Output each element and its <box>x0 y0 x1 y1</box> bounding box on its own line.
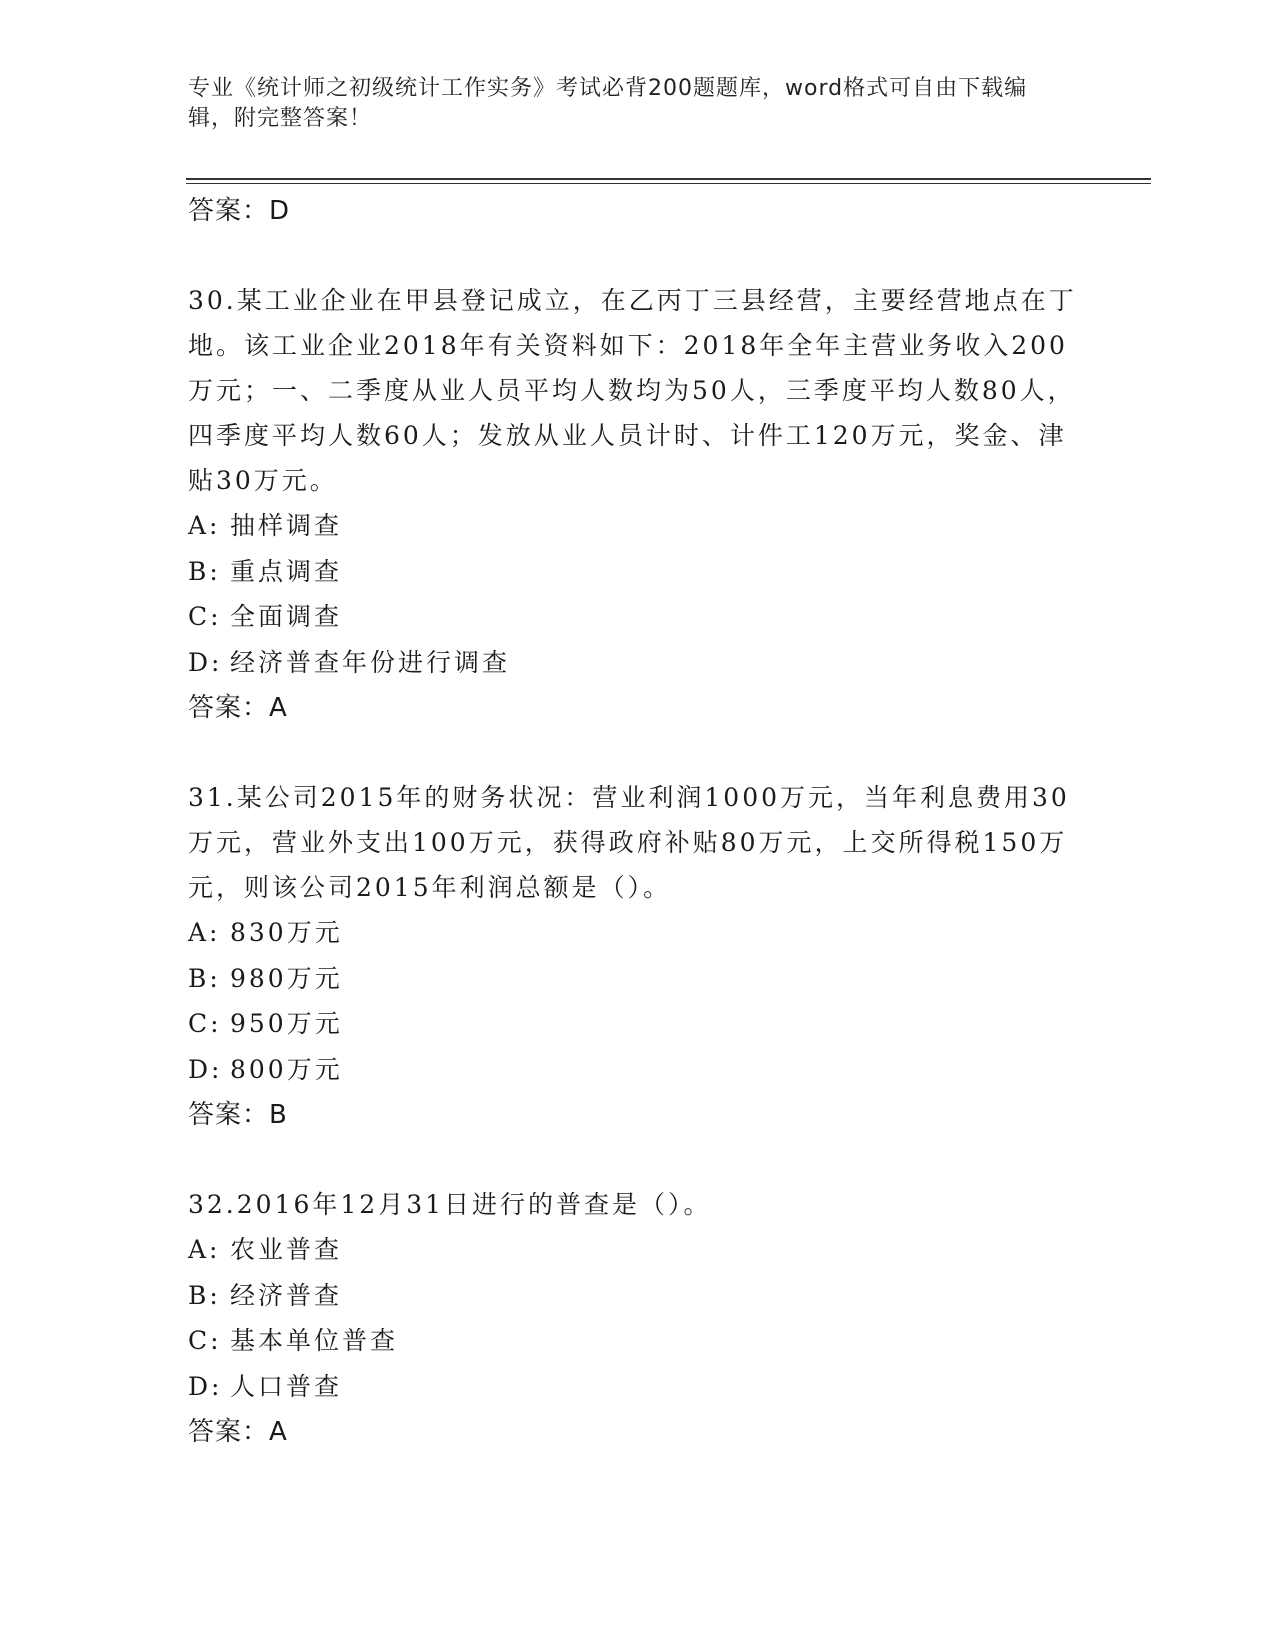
option-text: 经济普查年份进行调查 <box>230 647 511 677</box>
question-30 <box>188 278 1088 731</box>
option-key: B: <box>188 963 221 993</box>
option-key: D: <box>188 1371 223 1401</box>
option-key: C: <box>188 1009 222 1038</box>
option-d <box>188 640 1088 686</box>
spacer <box>188 1138 1088 1182</box>
option-key: A: <box>188 918 221 947</box>
option-a <box>188 503 1088 549</box>
option-b <box>188 549 1088 595</box>
option-key: A: <box>188 1235 221 1264</box>
option-key: B: <box>188 556 221 586</box>
header-divider-thin <box>186 183 1151 184</box>
question-stem: 30.某工业企业在甲县登记成立，在乙丙丁三县经营，主要经营地点在丁地。该工业企业2018年有关资料如下：2018年全年主营业务收入200万元；一、二季度从业人员平均人数均为50人，三季度平均人数80人，四季度平均人数60人；发放从业人员计时、计件工120万元，奖金、津贴30万元。 <box>188 286 1077 495</box>
page-header-title: 专业《统计师之初级统计工作实务》考试必背200题题库，word格式可自由下载编辑，附完整答案！ <box>188 76 1028 131</box>
option-key: C: <box>188 602 222 631</box>
option-key: B: <box>188 1280 221 1310</box>
option-key: A: <box>188 511 221 540</box>
option-text: 基本单位普查 <box>230 1326 399 1355</box>
question-31 <box>188 775 1088 1138</box>
option-b <box>188 956 1088 1002</box>
question-32 <box>188 1182 1088 1455</box>
question-answer: 答案：B <box>188 1100 288 1130</box>
option-text: 830万元 <box>230 918 343 947</box>
option-d <box>188 1364 1088 1410</box>
option-key: C: <box>188 1326 222 1355</box>
option-key: D: <box>188 1054 223 1084</box>
question-stem: 31.某公司2015年的财务状况：营业利润1000万元，当年利息费用30万元，营业外支出100万元，获得政府补贴80万元，上交所得税150万元，则该公司2015年利润总额是（）。 <box>188 783 1070 902</box>
option-text: 800万元 <box>230 1054 343 1084</box>
option-text: 950万元 <box>230 1009 343 1038</box>
option-d <box>188 1047 1088 1093</box>
document-content <box>188 188 1088 1455</box>
option-c <box>188 1318 1088 1364</box>
question-answer: 答案：A <box>188 1417 288 1447</box>
question-stem: 32.2016年12月31日进行的普查是（）。 <box>188 1190 712 1219</box>
option-text: 抽样调查 <box>230 511 343 540</box>
option-text: 重点调查 <box>230 556 343 586</box>
spacer <box>188 234 1088 278</box>
header-divider-thick <box>186 178 1151 180</box>
spacer <box>188 731 1088 775</box>
option-a <box>188 910 1088 956</box>
option-text: 980万元 <box>230 963 343 993</box>
option-text: 农业普查 <box>230 1235 343 1264</box>
option-b <box>188 1273 1088 1319</box>
option-text: 经济普查 <box>230 1280 343 1310</box>
previous-answer: 答案：D <box>188 196 291 226</box>
option-c <box>188 1001 1088 1047</box>
option-key: D: <box>188 647 223 677</box>
option-text: 人口普查 <box>230 1371 343 1401</box>
option-text: 全面调查 <box>230 602 343 631</box>
option-a <box>188 1227 1088 1273</box>
question-answer: 答案：A <box>188 693 288 723</box>
option-c <box>188 594 1088 640</box>
